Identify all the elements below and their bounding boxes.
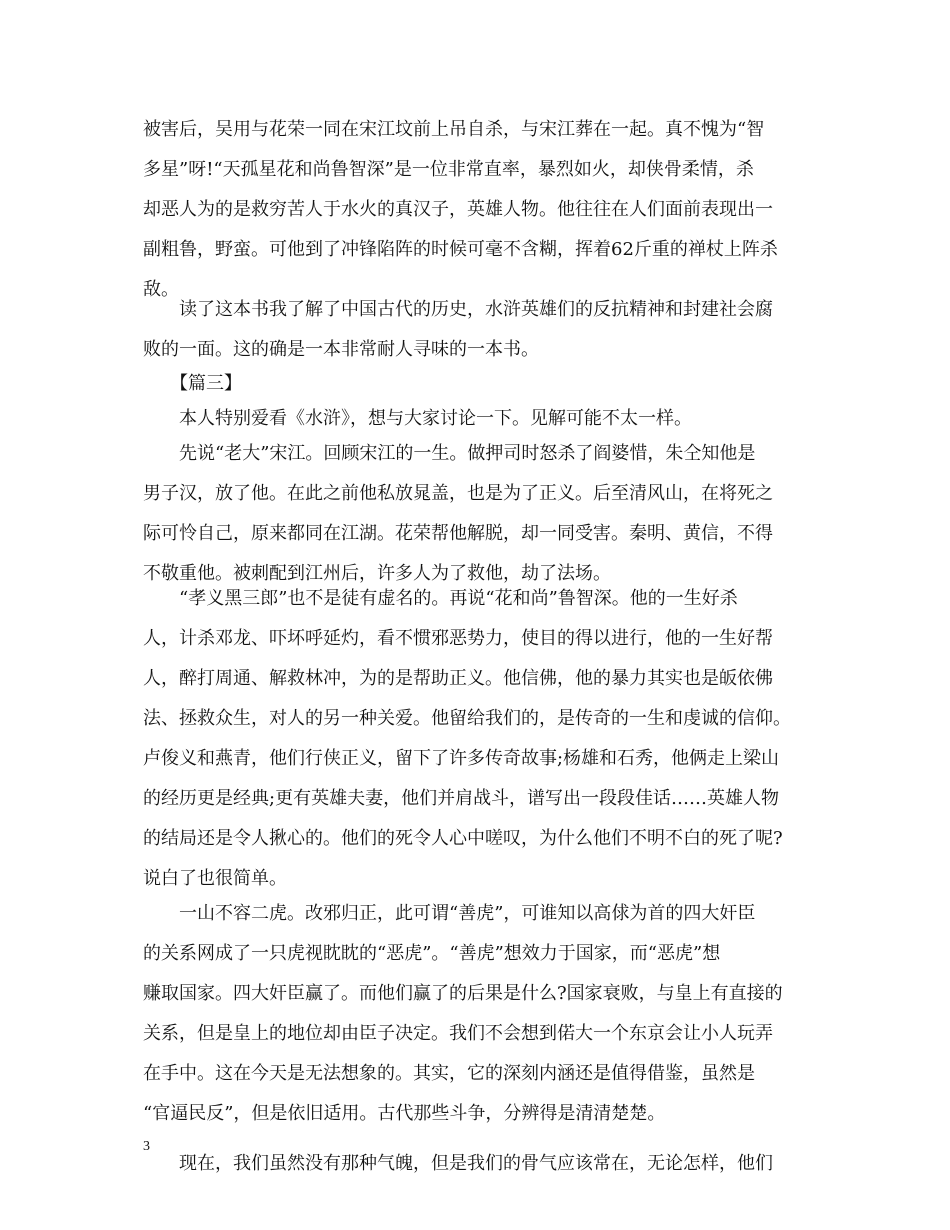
section-heading: 【篇三】	[170, 373, 242, 394]
text-line: 的结局还是令人揪心的。他们的死令人心中嗟叹，为什么他们不明不白的死了呢?	[143, 828, 783, 849]
text-line: 际可怜自己，原来都同在江湖。花荣帮他解脱，却一同受害。秦明、黄信，不得	[143, 523, 773, 544]
text-line: 却恶人为的是救穷苦人于水火的真汉子，英雄人物。他往往在人们面前表现出一	[143, 199, 773, 220]
text-line: 赚取国家。四大奸臣赢了。而他们赢了的后果是什么?国家衰败，与皇上有直接的	[143, 983, 783, 1004]
text-line: 关系，但是皇上的地位却由臣子决定。我们不会想到偌大一个东京会让小人玩弄	[143, 1023, 773, 1044]
page-number: 3	[143, 1139, 150, 1154]
text-line: 副粗鲁，野蛮。可他到了冲锋陷阵的时候可毫不含糊，挥着62斤重的禅杖上阵杀	[143, 239, 778, 260]
paragraph-start: 先说“老大”宋江。回顾宋江的一生。做押司时怒杀了阎婆惜，朱仝知他是	[179, 443, 756, 464]
text-line: 被害后，吴用与花荣一同在宋江坟前上吊自杀，与宋江葬在一起。真不愧为“智	[143, 119, 765, 140]
text-line: 卢俊义和燕青，他们行侠正义，留下了许多传奇故事;杨雄和石秀，他俩走上梁山	[143, 748, 780, 769]
text-line: 在手中。这在今天是无法想象的。其实，它的深刻内涵还是值得借鉴，虽然是	[143, 1063, 755, 1084]
paragraph-start: 本人特别爱看《水浒》，想与大家讨论一下。见解可能不太一样。	[179, 408, 692, 429]
paragraph-start: 一山不容二虎。改邪归正，此可谓“善虎”，可谁知以高俅为首的四大奸臣	[179, 903, 756, 924]
text-line: 男子汉，放了他。在此之前他私放晁盖，也是为了正义。后至清风山，在将死之	[143, 483, 773, 504]
text-line: 人，计杀邓龙、吓坏呼延灼，看不惯邪恶势力，使目的得以进行，他的一生好帮	[143, 628, 773, 649]
text-line: “官逼民反”，但是依旧适用。古代那些斗争，分辨得是清清楚楚。	[143, 1103, 666, 1124]
text-line: 败的一面。这的确是一本非常耐人寻味的一本书。	[143, 339, 539, 360]
paragraph-start: 现在，我们虽然没有那种气魄，但是我们的骨气应该常在，无论怎样，他们	[179, 1153, 773, 1174]
text-line: 敌。	[143, 279, 179, 300]
text-line: 多星”呀!“天孤星花和尚鲁智深”是一位非常直率，暴烈如火，却侠骨柔情，杀	[143, 159, 754, 180]
paragraph-start: “孝义黑三郎”也不是徒有虚名的。再说“花和尚”鲁智深。他的一生好杀	[179, 588, 738, 609]
paragraph-start: 读了这本书我了解了中国古代的历史，水浒英雄们的反抗精神和封建社会腐	[179, 299, 773, 320]
text-line: 不敬重他。被刺配到江州后，许多人为了救他，劫了法场。	[143, 563, 611, 584]
text-line: 法、拯救众生，对人的另一种关爱。他留给我们的，是传奇的一生和虔诚的信仰。	[143, 708, 791, 729]
text-line: 说白了也很简单。	[143, 868, 287, 889]
text-line: 的关系网成了一只虎视眈眈的“恶虎”。“善虎”想效力于国家，而“恶虎”想	[143, 943, 721, 964]
text-line: 的经历更是经典;更有英雄夫妻，他们并肩战斗，谱写出一段段佳话……英雄人物	[143, 788, 780, 809]
text-line: 人，醉打周通、解救林冲，为的是帮助正义。他信佛，他的暴力其实也是皈依佛	[143, 668, 773, 689]
